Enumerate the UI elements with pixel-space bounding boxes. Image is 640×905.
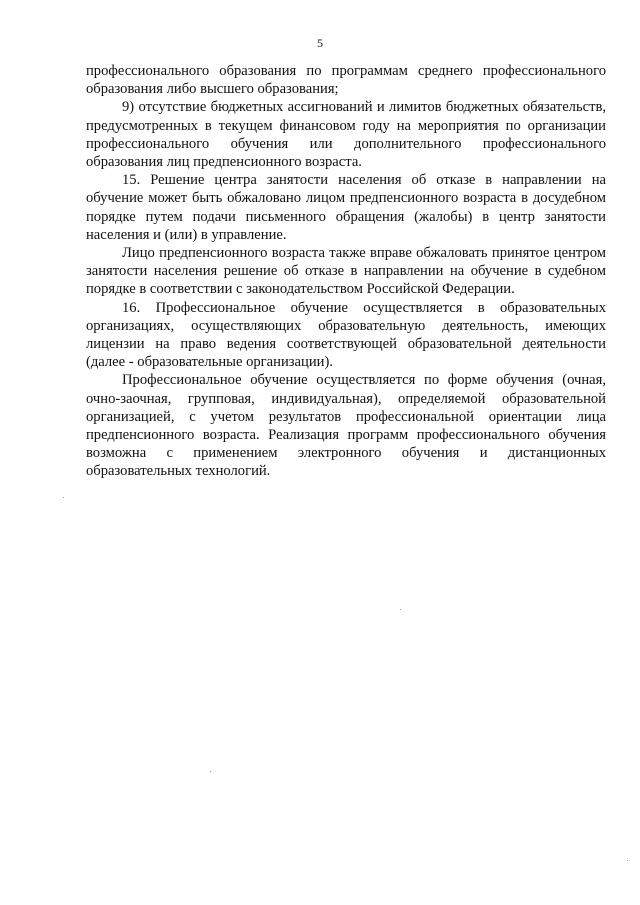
scan-speck [210,771,211,772]
paragraph-clause-16: 16. Профессиональное обучение осуществляется в образовательных организациях, осуществляющих образовательную деятельность, имеющих лицензии на право ведения соответствующей образовательной деятельности (далее - образовательные организации). [86,299,606,371]
paragraph-appeal-court: Лицо предпенсионного возраста также вправе обжаловать принятое центром занятости населения решение об отказе в направлении на обучение в судебном порядке в соответствии с законодательством Российской Федерации. [86,245,606,298]
paragraph-continuation: профессионального образования по программам среднего профессионального образования либо высшего образования; [86,63,606,98]
scan-speck [627,860,628,861]
scan-speck [63,497,64,498]
page-number: 5 [317,36,323,50]
document-body [86,62,606,481]
paragraph-training-form: Профессиональное обучение осуществляется по форме обучения (очная, очно-заочная, групповая, индивидуальная), определяемой образовательной организацией, с учетом результатов профессиональной ориентации лица предпенсионного возраста. Реализация программ профессионального обучения возможна с применением электронного обучения и дистанционных образовательных технологий. [86,372,606,480]
paragraph-item-9: 9) отсутствие бюджетных ассигнований и лимитов бюджетных обязательств, предусмотренных в текущем финансовом году на мероприятия по организации профессионального обучения или дополнительного профессионального образования лиц предпенсионного возраста. [86,99,606,171]
scan-speck [400,609,401,610]
paragraph-clause-15: 15. Решение центра занятости населения об отказе в направлении на обучение может быть обжаловано лицом предпенсионного возраста в досудебном порядке путем подачи письменного обращения (жалобы) в центр занятости населения и (или) в управление. [86,172,606,243]
